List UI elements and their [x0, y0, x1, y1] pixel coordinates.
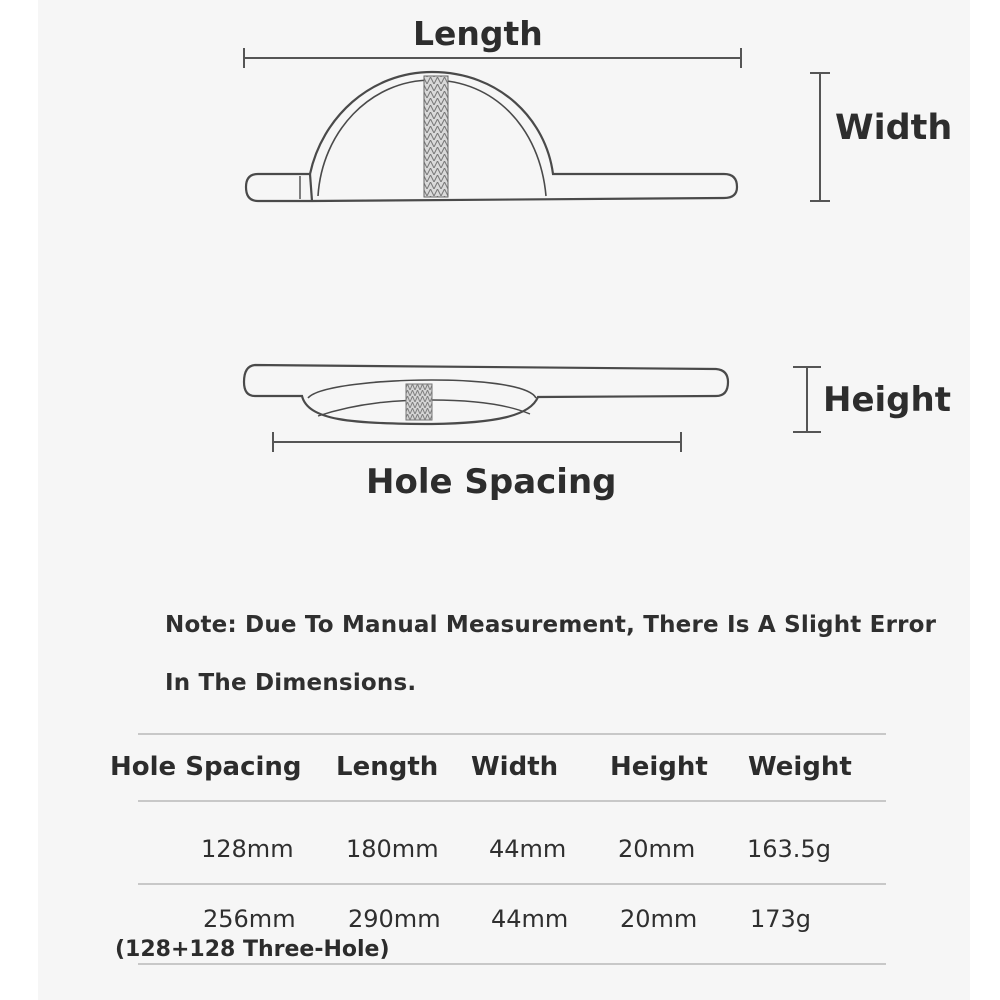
- header-height: Height: [610, 752, 708, 782]
- row2-height: 20mm: [620, 905, 698, 933]
- table-header-rule: [138, 800, 886, 802]
- table-row-rule: [138, 883, 886, 885]
- handle-side-view: [244, 365, 728, 424]
- width-dimension-line: [810, 73, 830, 201]
- row2-length: 290mm: [348, 905, 441, 933]
- header-weight: Weight: [748, 752, 852, 782]
- header-hole-spacing: Hole Spacing: [110, 752, 302, 782]
- row1-length: 180mm: [346, 835, 439, 863]
- note-line-2: In The Dimensions.: [165, 670, 417, 696]
- row2-weight: 173g: [750, 905, 812, 933]
- row1-weight: 163.5g: [747, 835, 831, 863]
- length-label: Length: [413, 14, 543, 53]
- row1-height: 20mm: [618, 835, 696, 863]
- row2-hole-spacing: 256mm: [203, 905, 296, 933]
- handle-top-view: [246, 72, 737, 201]
- hole-spacing-dimension-line: [273, 432, 681, 452]
- height-label: Height: [823, 380, 951, 420]
- row1-hole-spacing: 128mm: [201, 835, 294, 863]
- row1-width: 44mm: [489, 835, 567, 863]
- row2-width: 44mm: [491, 905, 569, 933]
- width-label: Width: [835, 108, 953, 148]
- table-top-rule: [138, 733, 886, 735]
- height-dimension-line: [793, 367, 821, 432]
- note-line-1: Note: Due To Manual Measurement, There Is A Slight Error: [165, 612, 937, 638]
- header-width: Width: [471, 752, 559, 782]
- table-bottom-rule: [138, 963, 886, 965]
- header-length: Length: [336, 752, 439, 782]
- hole-spacing-label: Hole Spacing: [366, 462, 617, 502]
- row2-sub-label: (128+128 Three-Hole): [115, 937, 390, 962]
